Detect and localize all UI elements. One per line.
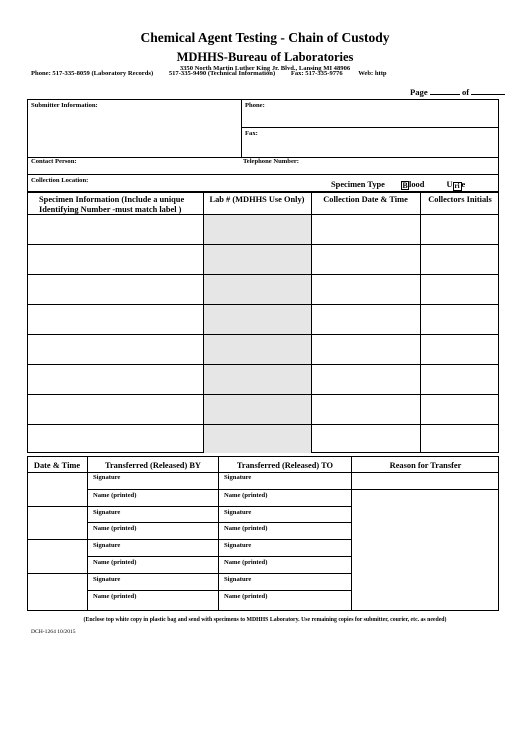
divider bbox=[351, 456, 352, 611]
signature-label: Signature bbox=[224, 542, 252, 549]
phone-label: Phone: bbox=[245, 102, 265, 109]
divider bbox=[27, 334, 499, 335]
divider bbox=[87, 590, 351, 591]
divider bbox=[27, 539, 351, 540]
contact-person-field[interactable] bbox=[100, 158, 240, 173]
page-counter bbox=[410, 87, 505, 97]
signature-label: Signature bbox=[224, 474, 252, 481]
name-printed-label: Name (printed) bbox=[93, 525, 137, 532]
specimen-type-label: Specimen Type bbox=[331, 180, 385, 189]
signature-label: Signature bbox=[93, 542, 121, 549]
released-to-header: Transferred (Released) TO bbox=[236, 461, 334, 470]
divider bbox=[27, 394, 499, 395]
lab-address: 3350 North Martin Luther King Jr. Blvd., Lansing MI 48906 bbox=[179, 65, 351, 72]
name-printed-label: Name (printed) bbox=[224, 559, 268, 566]
specimen-type-row bbox=[331, 180, 465, 191]
blood-checkbox[interactable]: B bbox=[402, 181, 408, 190]
form-number: DCH-1264 10/2015 bbox=[31, 629, 76, 635]
divider bbox=[218, 456, 219, 611]
of-label: of bbox=[461, 87, 470, 97]
name-printed-label: Name (printed) bbox=[93, 559, 137, 566]
name-printed-label: Name (printed) bbox=[224, 525, 268, 532]
urine-label-suffix: e bbox=[461, 180, 466, 189]
signature-label: Signature bbox=[224, 576, 252, 583]
contact-line bbox=[31, 70, 401, 77]
lab-name: MDHHS-Bureau of Laboratories bbox=[176, 50, 354, 64]
name-printed-label: Name (printed) bbox=[224, 593, 268, 600]
divider bbox=[351, 489, 499, 490]
fax-label: Fax: bbox=[245, 130, 258, 137]
divider bbox=[27, 573, 351, 574]
released-by-header: Transferred (Released) BY bbox=[105, 461, 201, 470]
specimen-info-header: Specimen Information (Include a unique Identifying Number -must match label ) bbox=[39, 195, 185, 214]
submitter-info-field[interactable] bbox=[28, 110, 240, 156]
lab-number-header: Lab # (MDHHS Use Only) bbox=[209, 195, 305, 204]
urine-label-prefix: U bbox=[446, 180, 453, 189]
submitter-info-label: Submitter Information: bbox=[31, 102, 98, 109]
signature-label: Signature bbox=[93, 474, 121, 481]
divider bbox=[27, 364, 499, 365]
phone-records: Phone: 517-335-8059 (Laboratory Records) bbox=[31, 70, 154, 77]
collection-date-header: Collection Date & Time bbox=[323, 195, 408, 204]
name-printed-label: Name (printed) bbox=[93, 492, 137, 499]
divider bbox=[241, 127, 499, 128]
divider bbox=[27, 244, 499, 245]
divider bbox=[27, 472, 499, 473]
phone-field[interactable] bbox=[242, 110, 498, 126]
web-address: Web: http bbox=[358, 70, 387, 77]
page-label: Page bbox=[410, 87, 428, 97]
page-number-field[interactable] bbox=[430, 87, 460, 95]
fax-field[interactable] bbox=[242, 138, 498, 156]
divider bbox=[27, 274, 499, 275]
name-printed-label: Name (printed) bbox=[224, 492, 268, 499]
divider bbox=[420, 192, 421, 453]
divider bbox=[27, 424, 499, 425]
divider bbox=[87, 522, 351, 523]
collection-location-field[interactable] bbox=[100, 175, 328, 191]
signature-label: Signature bbox=[224, 509, 252, 516]
blood-label: lood bbox=[409, 180, 425, 189]
divider bbox=[203, 192, 204, 453]
telephone-number-label: Telephone Number: bbox=[243, 158, 299, 165]
collectors-initials-header: Collectors Initials bbox=[428, 195, 492, 204]
page-total-field[interactable] bbox=[471, 87, 505, 95]
reason-header: Reason for Transfer bbox=[389, 461, 462, 470]
fax-number: Fax: 517-335-9776 bbox=[290, 70, 343, 77]
signature-label: Signature bbox=[93, 509, 121, 516]
telephone-number-field[interactable] bbox=[320, 158, 498, 173]
divider bbox=[27, 304, 499, 305]
date-time-header: Date & Time bbox=[33, 461, 81, 470]
contact-person-label: Contact Person: bbox=[31, 158, 77, 165]
divider bbox=[87, 489, 351, 490]
urine-checkbox[interactable]: ri bbox=[454, 182, 460, 190]
signature-label: Signature bbox=[93, 576, 121, 583]
divider bbox=[311, 192, 312, 453]
enclosure-instructions: (Enclose top white copy in plastic bag and send with specimens to MDHHS Laboratory. Use remaining copies for submitter, courier, etc. as needed) bbox=[83, 617, 447, 623]
collection-location-label: Collection Location: bbox=[31, 177, 89, 184]
divider bbox=[87, 456, 88, 611]
phone-technical: 517-335-9490 (Technical Information) bbox=[168, 70, 276, 77]
divider bbox=[87, 556, 351, 557]
form-title: Chemical Agent Testing - Chain of Custody bbox=[140, 30, 390, 45]
name-printed-label: Name (printed) bbox=[93, 593, 137, 600]
divider bbox=[27, 506, 351, 507]
